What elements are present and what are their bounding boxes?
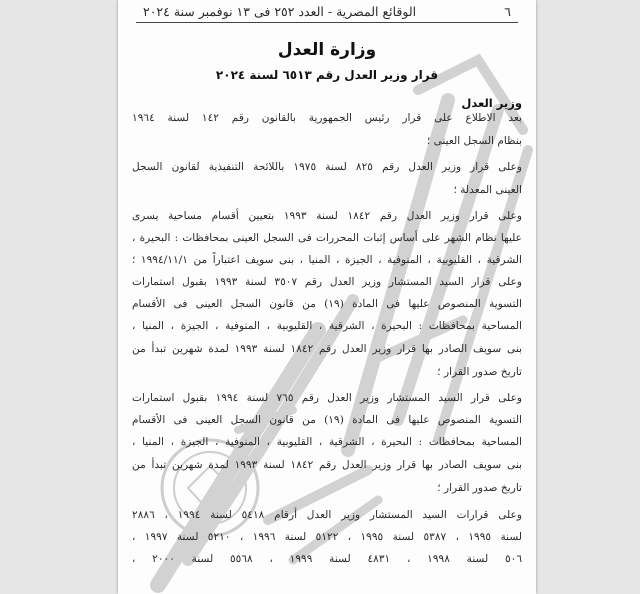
gazette-header-text: الوقائع المصرية - العدد ٢٥٢ فى ١٣ نوفمبر سنة ٢٠٢٤	[143, 4, 417, 19]
body-line: بنظام السجل العينى ؛	[426, 135, 522, 147]
body-line: الشرقية ، القليوبية ، المنوفية ، الجيزة ، المنيا ، بنى سويف اعتباراً من ١٩٩٤/١١/١ ؛	[132, 254, 522, 266]
decision-title: قرار وزير العدل رقم ٦٥١٣ لسنة ٢٠٢٤	[215, 68, 439, 82]
body-line: العينى المعدلة ؛	[453, 184, 522, 196]
body-line: تاريخ صدور القرار ؛	[437, 366, 522, 378]
body-line: وعلى قرار وزير العدل رقم ٨٢٥ لسنة ١٩٧٥ باللائحة التنفيذية لقانون السجل	[132, 161, 522, 173]
document-page	[118, 0, 536, 594]
body-line: لسنة ١٩٩٥ ، ٥٣٨٧ لسنة ١٩٩٥ ، ٥١٢٢ لسنة ١٩٩٦ ، ٥٢١٠ لسنة ١٩٩٧ ،	[132, 531, 522, 543]
body-line: ٥٠٦ لسنة ١٩٩٨ ، ٤٨٣١ لسنة ١٩٩٩ ، ٥٥٦٨ لسنة ٢٠٠٠ ،	[132, 553, 523, 565]
body-line: وعلى قرار السيد المستشار وزير العدل رقم ٣٥٠٧ لسنة ١٩٩٣ بقبول استمارات	[132, 276, 522, 288]
watermark-stamp	[118, 0, 536, 594]
body-line: وعلى قرارات السيد المستشار وزير العدل أرقام ٥٤١٨ لسنة ١٩٩٤ ، ٢٨٨٦	[132, 509, 522, 521]
body-line: وعلى قرار وزير العدل رقم ١٨٤٢ لسنة ١٩٩٣ بتعيين أقسام مساحية يسرى	[132, 210, 522, 222]
body-line: التسوية المنصوص عليها فى المادة (١٩) من قانون السجل العينى فى الأقسام	[132, 414, 522, 426]
body-line: عليها نظام الشهر على أساس إثبات المحررات فى السجل العينى بمحافظات : البحيرة ،	[132, 232, 522, 244]
body-line: بعد الاطلاع على قرار رئيس الجمهورية بالقانون رقم ١٤٢ لسنة ١٩٦٤	[132, 112, 523, 124]
header-divider	[136, 22, 518, 23]
ministry-title: وزارة العدل	[277, 40, 377, 60]
body-line: وعلى قرار السيد المستشار وزير العدل رقم ٧٦٥ لسنة ١٩٩٤ بقبول استمارات	[132, 392, 523, 404]
body-line: بنى سويف الصادر بها قرار وزير العدل رقم ١٨٤٢ لسنة ١٩٩٣ لمدة شهرين تبدأ من	[132, 459, 522, 471]
body-line: بنى سويف الصادر بها قرار وزير العدل رقم ١٨٤٢ لسنة ١٩٩٣ لمدة شهرين تبدأ من	[132, 343, 522, 355]
body-line: تاريخ صدور القرار ؛	[437, 482, 522, 494]
minister-label: وزير العدل	[461, 96, 522, 110]
body-line: التسوية المنصوص عليها فى المادة (١٩) من قانون السجل العينى فى الأقسام	[132, 298, 522, 310]
page-number: ٦	[504, 4, 511, 19]
body-line: المساحية بمحافظات : البحيرة ، الشرقية ، القليوبية ، المنوفية ، الجيزة ، المنيا ،	[132, 436, 522, 448]
body-line: المساحية بمحافظات : البحيرة ، الشرقية ، القليوبية ، المنوفية ، الجيزة ، المنيا ،	[132, 320, 522, 332]
